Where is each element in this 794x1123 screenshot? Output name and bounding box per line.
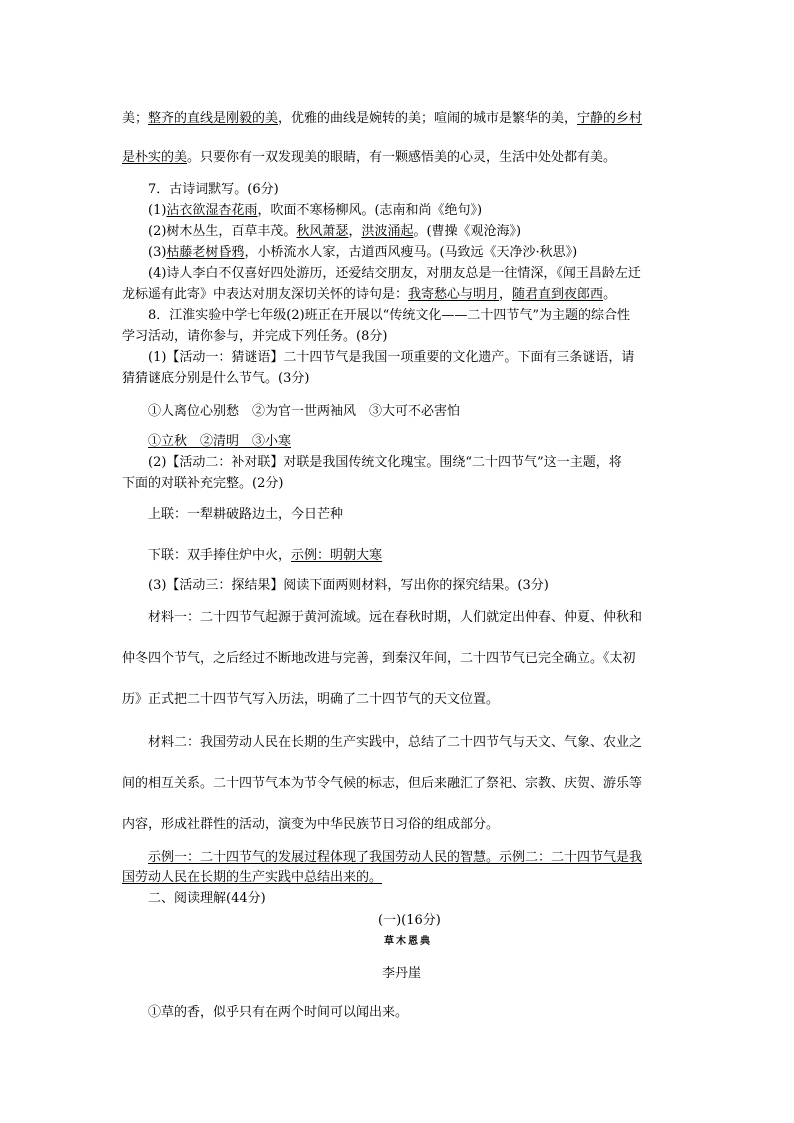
material-1-line: 材料一：二十四节气起源于黄河流域。远在春秋时期，人们就定出仲春、仲夏、仲秋和 [148, 610, 643, 625]
underlined-answer: 整齐的直线是刚毅的美 [148, 111, 279, 126]
essay-title: 草木恩典 [384, 936, 432, 947]
paragraph-line [122, 111, 642, 127]
part-1-heading: (一)(16分) [378, 913, 441, 928]
couplet-lower [148, 548, 382, 564]
activity-3-text: (3)【活动三：探结果】阅读下面两则材料，写出你的探究结果。(3分) [148, 578, 549, 593]
underlined-answer: 示例：明朝大寒 [291, 548, 383, 563]
activity-1-text-cont: 猜猜谜底分别是什么节气。(3分) [122, 371, 310, 386]
text: ， [348, 224, 362, 239]
text: (3) [148, 245, 167, 260]
essay-author: 李丹崖 [382, 966, 422, 981]
poem-line-3 [148, 245, 577, 261]
question-8-title-cont: 学习活动，请你参与，并完成下列任务。(8分) [122, 329, 388, 344]
text: 。 [603, 287, 617, 302]
poem-line-1 [148, 203, 482, 219]
text: ， [499, 287, 513, 302]
material-2-line: 材料二：我国劳动人民在长期的生产实践中，总结了二十四节气与天文、气象、农业之 [148, 735, 643, 750]
paragraph-line [122, 150, 616, 166]
text: (1) [148, 203, 167, 218]
text: ，小桥流水人家，古道西风瘦马。(马致远《天净沙·秋思》) [244, 245, 578, 260]
text: ，优雅的曲线是婉转的美；喧闹的城市是繁华的美， [278, 111, 578, 126]
question-8-title: 8．江淮实验中学七年级(2)班正在开展以“传统文化——二十四节气”为主题的综合性 [148, 308, 630, 323]
underlined-answer: 随君直到夜郎西 [512, 287, 604, 302]
text: 下联：双手捧住炉中火， [148, 548, 292, 563]
underlined-answer: 洪波涌起 [361, 224, 414, 239]
underlined-answer: 我寄愁心与明月 [408, 287, 500, 302]
activity-2-text: (2)【活动二：补对联】对联是我国传统文化瑰宝。围绕“二十四节气”这一主题，将 [148, 455, 622, 470]
poem-line-4a: (4)诗人李白不仅喜好四处游历，还爱结交朋友，对朋友总是一往情深，《闻王昌龄左迁 [148, 266, 641, 281]
section-2-title: 二、阅读理解(44分) [148, 891, 266, 906]
text: 龙标遥有此寄》中表达对朋友深切关怀的诗句是： [122, 287, 409, 302]
riddles: ①人离位心别愁 ②为官一世两袖风 ③大可不必害怕 [148, 404, 461, 419]
text: 美； [122, 111, 149, 126]
activity-1-text: (1)【活动一：猜谜语】二十四节气是我国一项重要的文化遗产。下面有三条谜语，请 [148, 350, 635, 365]
essay-paragraph-1: ①草的香，似乎只有在两个时间可以闻出来。 [148, 1005, 409, 1020]
activity-3-answer: 示例一：二十四节气的发展过程体现了我国劳动人民的智慧。示例二：二十四节气是我 [148, 850, 643, 865]
underlined-answer: 是朴实的美 [122, 150, 188, 165]
text: 。只要你有一双发现美的眼睛，有一颗感悟美的心灵，生活中处处都有美。 [187, 150, 617, 165]
question-7-title: 7．古诗词默写。(6分) [148, 182, 279, 197]
couplet-upper: 上联：一犁耕破路边土，今日芒种 [148, 507, 344, 522]
material-1-line: 历》正式把二十四节气写入历法，明确了二十四节气的天文位置。 [122, 692, 500, 707]
text: (2)树木丛生，百草丰茂。 [148, 224, 297, 239]
activity-3-answer-cont: 国劳动人民在长期的生产实践中总结出来的。 [122, 870, 383, 885]
material-2-line: 间的相互关系。二十四节气本为节令气候的标志，但后来融汇了祭祀、宗教、庆贺、游乐等 [122, 776, 643, 791]
activity-1-answer: ①立秋 ②清明 ③小寒 [148, 434, 292, 449]
underlined-answer: 沾衣欲湿杏花雨 [166, 203, 258, 218]
material-1-line: 仲冬四个节气，之后经过不断地改进与完善，到秦汉年间，二十四节气已完全确立。《太初 [122, 651, 636, 666]
underlined-answer: 枯藤老树昏鸦 [166, 245, 245, 260]
activity-2-text-cont: 下面的对联补充完整。(2分) [122, 476, 284, 491]
underlined-answer: 宁静的乡村 [577, 111, 643, 126]
poem-line-2 [148, 224, 521, 240]
material-2-line: 内容，形成社群性的活动，演变为中华民族节日习俗的组成部分。 [122, 817, 500, 832]
text: ，吹面不寒杨柳风。(志南和尚《绝句》) [257, 203, 483, 218]
poem-line-4b [122, 287, 616, 303]
underlined-answer: 秋风萧瑟 [296, 224, 349, 239]
text: 。(曹操《观沧海》) [413, 224, 522, 239]
